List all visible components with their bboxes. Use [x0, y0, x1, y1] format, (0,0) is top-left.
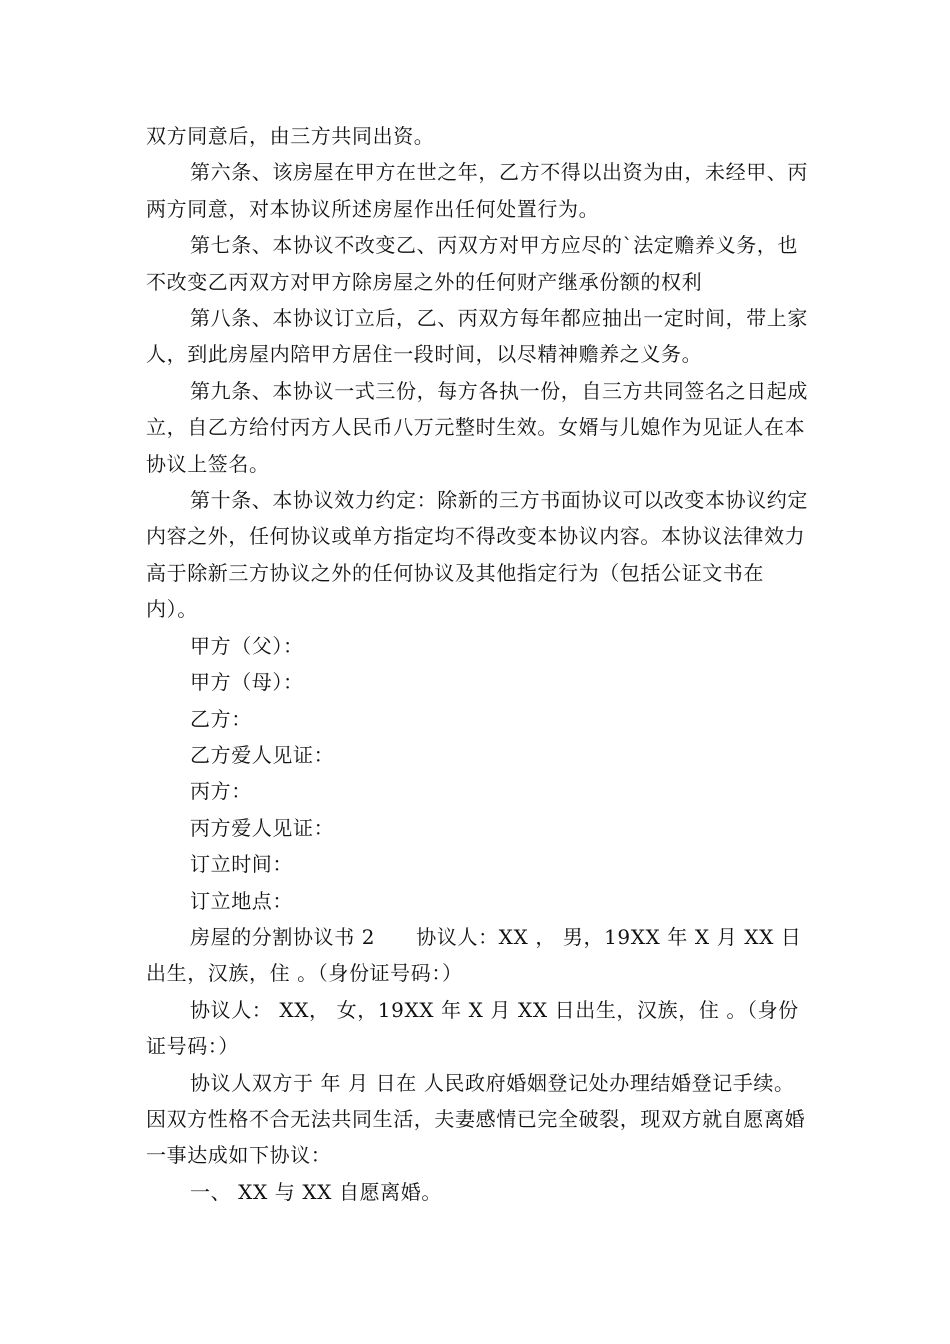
agreement-2-clause-1: 一、 XX 与 XX 自愿离婚。 [190, 1179, 442, 1204]
signing-date: 订立时间： [190, 852, 293, 877]
signature-party-c: 丙方： [190, 779, 252, 804]
article-10: 第十条、本协议效力约定：除新的三方书面协议可以改变本协议约定内容之外，任何协议或单方指定均不得改变本协议内容。本协议法律效力高于除新三方协议之外的任何协议及其他指定行为（包括公证文书在内）。 [146, 488, 808, 622]
article-6: 第六条、该房屋在甲方在世之年，乙方不得以出资为由，未经甲、丙两方同意，对本协议所述房屋作出任何处置行为。 [146, 160, 808, 221]
article-8: 第八条、本协议订立后，乙、丙双方每年都应抽出一定时间，带上家人，到此房屋内陪甲方居住一段时间，以尽精神赡养之义务。 [146, 306, 808, 367]
signature-party-b: 乙方： [190, 706, 252, 731]
signature-party-a-mother: 甲方（母）： [190, 670, 304, 695]
article-7: 第七条、本协议不改变乙、丙双方对甲方应尽的`法定赡养义务，也不改变乙丙双方对甲方除房屋之外的任何财产继承份额的权利 [146, 233, 798, 294]
signing-location: 订立地点： [190, 888, 293, 913]
signature-party-a-father: 甲方（父）： [190, 633, 304, 658]
signature-party-b-spouse-witness: 乙方爱人见证： [190, 742, 335, 767]
agreement-2-party-1: 房屋的分割协议书 2 协议人：XX ， 男，19XX 年 X 月 XX 日出生，汉族，住 。（身份证号码：） [146, 924, 802, 986]
agreement-2-preamble: 协议人双方于 年 月 日在 人民政府婚姻登记处办理结婚登记手续。因双方性格不合无法共同生活，夫妻感情已完全破裂，现双方就自愿离婚一事达成如下协议： [146, 1070, 806, 1168]
article-9: 第九条、本协议一式三份，每方各执一份，自三方共同签名之日起成立，自乙方给付丙方人民币八万元整时生效。女婿与儿媳作为见证人在本协议上签名。 [146, 378, 808, 476]
paragraph-continuation: 双方同意后，由三方共同出资。 [146, 124, 435, 148]
signature-party-c-spouse-witness: 丙方爱人见证： [190, 815, 335, 840]
document-body [146, 118, 810, 1210]
agreement-2-party-2: 协议人： XX， 女，19XX 年 X 月 XX 日出生，汉族，住 。（身份证号码：） [146, 997, 799, 1059]
